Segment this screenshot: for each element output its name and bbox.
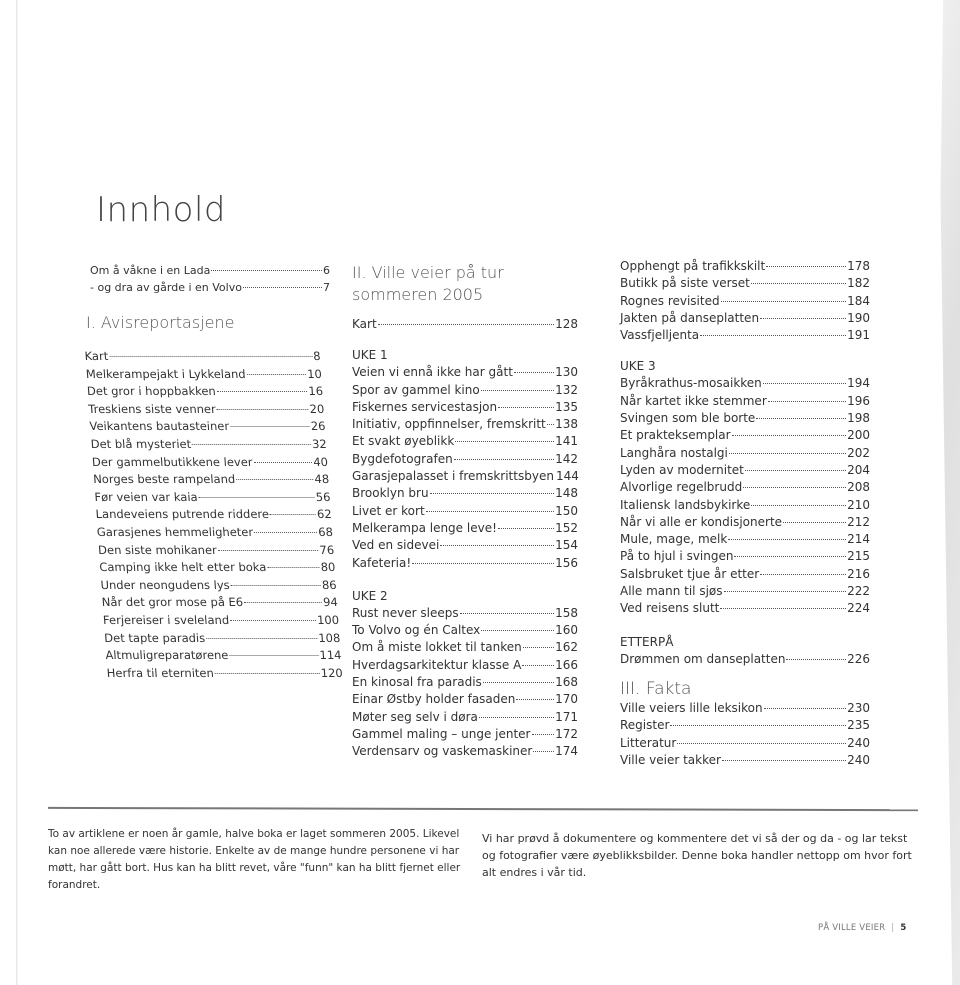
dot-leader (253, 462, 312, 463)
entry-title: Herfra til eterniten (106, 665, 215, 680)
entry-page-number: 240 (847, 735, 870, 750)
entry-page-number: 156 (555, 555, 578, 570)
entry-page-number: 114 (319, 648, 342, 663)
dot-leader (786, 659, 846, 660)
dot-leader (498, 528, 554, 529)
toc-entry[interactable] (620, 310, 870, 327)
section-heading-part-2-line-1: II. Ville veier på tur (352, 263, 504, 282)
dot-leader (514, 372, 554, 373)
entry-title: Salsbruket tjue år etter (620, 566, 760, 581)
part-3-entries (620, 700, 870, 769)
dot-leader (378, 324, 554, 325)
entry-page-number: 198 (847, 411, 870, 426)
entry-page-number: 138 (555, 417, 578, 432)
page-title: Innhold (96, 190, 227, 230)
dot-leader (230, 620, 316, 621)
entry-page-number: 80 (320, 560, 336, 575)
entry-title: Svingen som ble borte (620, 411, 756, 426)
dot-leader (670, 725, 846, 726)
dot-leader (206, 638, 317, 639)
toc-entry[interactable] (84, 348, 321, 366)
entry-title: Norges beste rampeland (92, 472, 236, 487)
entry-title: Veikantens bautasteiner (88, 419, 230, 434)
entry-title: Melkerampejakt i Lykkeland (85, 366, 247, 381)
toc-entry[interactable] (620, 497, 870, 514)
dot-leader (247, 374, 307, 375)
entry-page-number: 210 (847, 497, 870, 512)
entry-page-number: 135 (555, 399, 578, 414)
dot-leader (483, 682, 554, 683)
dot-leader (455, 441, 554, 442)
dot-leader (109, 356, 312, 357)
entry-page-number: 208 (847, 480, 870, 495)
dot-leader (783, 522, 846, 523)
entry-title: Ved en sidevei (352, 538, 440, 553)
entry-page-number: 150 (555, 503, 578, 518)
entry-title: Kart (352, 317, 377, 331)
entry-title: Når kartet ikke stemmer (620, 393, 767, 408)
entry-title: Alle mann til sjøs (620, 584, 723, 599)
toc-entry[interactable] (352, 468, 578, 485)
entry-page-number: 40 (312, 454, 329, 469)
entry-title: Lyden av modernitet (620, 462, 744, 477)
toc-entry[interactable] (102, 612, 339, 630)
dot-leader (721, 301, 847, 302)
entry-title: Et prakteksemplar (620, 428, 731, 443)
toc-entry[interactable] (352, 520, 578, 537)
dot-leader (254, 532, 317, 533)
toc-entry[interactable] (90, 279, 330, 296)
entry-page-number: 100 (316, 612, 340, 627)
dot-leader (743, 487, 846, 488)
entry-page-number: 184 (847, 293, 870, 308)
toc-entry[interactable] (352, 674, 578, 691)
entry-page-number: 76 (318, 542, 335, 557)
afterword-entries (620, 651, 870, 668)
entry-title: Alvorlige regelbrudd (620, 480, 743, 495)
toc-entry[interactable] (352, 639, 578, 656)
entry-page-number: 196 (847, 393, 870, 408)
entry-title: To Volvo og én Caltex (352, 623, 481, 638)
page-number: 5 (900, 923, 907, 933)
entry-title: Det gror i hoppbakken (86, 384, 217, 399)
toc-entry[interactable] (352, 691, 578, 708)
entry-page-number: 152 (555, 520, 578, 535)
entry-title: Initiativ, oppfinnelser, fremskritt (352, 417, 546, 432)
toc-entry[interactable] (620, 531, 870, 548)
entry-page-number: 62 (316, 507, 333, 522)
dot-leader (756, 418, 846, 419)
dot-leader (217, 391, 308, 392)
week-1-entries (352, 364, 578, 572)
intro-entries (90, 262, 330, 296)
entry-title: Hverdagsarkitektur klasse A (352, 657, 522, 672)
entry-title: Brooklyn bru (352, 486, 429, 501)
toc-entry[interactable] (620, 293, 870, 310)
footnote-left: To av artiklene er noen år gamle, halve boka er laget sommeren 2005. Likevel kan noe allerede være historie. Enkelte av de mange hundre personene vi har møtt, har gått bort. Hus kan ha blitt revet, våre "funn" kan ha blitt fjernet eller forandret. (48, 828, 461, 891)
entry-title: Et svakt øyeblikk (352, 434, 455, 449)
entry-page-number: 26 (310, 419, 326, 434)
dot-leader (460, 613, 554, 614)
toc-entry[interactable] (352, 451, 578, 468)
toc-entry[interactable] (352, 364, 578, 381)
entry-page-number: 182 (847, 276, 870, 291)
dot-leader (229, 655, 318, 656)
entry-title: Når det gror mose på E6 (101, 595, 244, 610)
entry-title: Butikk på siste verset (620, 276, 750, 291)
dot-leader (768, 401, 846, 402)
toc-entry[interactable] (101, 594, 338, 612)
dot-leader (724, 591, 847, 592)
toc-entry[interactable] (86, 383, 323, 401)
entry-page-number: 132 (555, 382, 578, 397)
toc-entry[interactable] (352, 605, 578, 622)
dot-leader (720, 608, 846, 609)
dot-leader (426, 511, 554, 512)
toc-entry[interactable] (99, 559, 336, 577)
afterword-heading: ETTERPÅ (620, 634, 674, 649)
section-heading-part-3: III. Fakta (620, 678, 692, 699)
entry-title: Melkerampa lenge leve! (352, 520, 497, 535)
entry-title: Mule, mage, melk (620, 532, 728, 547)
entry-page-number: 216 (847, 566, 870, 581)
entry-title: Ved reisens slutt (620, 601, 720, 616)
toc-entry[interactable] (352, 726, 578, 743)
toc-entry[interactable] (352, 433, 578, 450)
entry-page-number: 202 (847, 445, 870, 460)
dot-leader (533, 751, 554, 752)
toc-entry[interactable] (620, 700, 870, 717)
entry-page-number: 148 (555, 486, 578, 501)
dot-leader (217, 409, 309, 410)
entry-page-number: 154 (555, 538, 578, 553)
toc-entry-map[interactable] (352, 316, 578, 333)
entry-title: Om å våkne i en Lada (90, 264, 211, 277)
entry-title: Under neongudens lys (100, 577, 231, 592)
dot-leader (532, 734, 555, 735)
entry-page-number: 120 (320, 665, 344, 680)
toc-entry[interactable] (620, 735, 870, 752)
toc-entry[interactable] (620, 583, 870, 600)
entry-title: Langhåra nostalgi (620, 445, 728, 460)
entry-title: Einar Østby holder fasaden (352, 692, 516, 707)
toc-column-3 (620, 258, 870, 769)
dot-leader (700, 335, 846, 336)
entry-page-number: 48 (314, 472, 330, 487)
toc-entry[interactable] (352, 622, 578, 639)
entry-title: På to hjul i svingen (620, 549, 734, 564)
entry-page-number: 6 (323, 264, 330, 277)
entry-title: Før veien var kaia (93, 489, 199, 504)
entry-title: Vassfjelljenta (620, 328, 700, 343)
entry-page-number: 214 (847, 532, 870, 547)
entry-page-number: 204 (847, 462, 870, 477)
week-3-entries (620, 375, 870, 617)
entry-page-number: 141 (555, 434, 578, 449)
entry-title: Bygdefotografen (352, 451, 453, 466)
toc-entry[interactable] (620, 717, 870, 734)
entry-title: Det blå mysteriet (90, 436, 192, 451)
entry-page-number: 94 (322, 595, 339, 610)
week-1-heading: UKE 1 (352, 348, 388, 363)
entry-title: Kafeteria! (352, 555, 412, 570)
dot-leader (230, 426, 310, 427)
toc-entry[interactable] (620, 427, 870, 444)
dot-leader (734, 556, 846, 557)
dot-leader (763, 383, 846, 384)
toc-entry[interactable] (88, 401, 325, 419)
toc-entry[interactable] (85, 366, 322, 384)
entry-page-number: 178 (847, 259, 870, 273)
dot-leader (236, 479, 313, 480)
toc-entry[interactable] (95, 506, 332, 524)
toc-entry[interactable] (620, 752, 870, 769)
dot-leader (267, 567, 319, 568)
dot-leader (498, 407, 554, 408)
dot-leader (677, 743, 846, 744)
entry-title: Rust never sleeps (352, 605, 459, 620)
entry-title: Camping ikke helt etter boka (98, 560, 267, 575)
toc-entry[interactable] (89, 418, 326, 436)
entry-title: Treskiens siste venner (87, 401, 217, 416)
dot-leader (430, 493, 555, 494)
dot-leader (481, 390, 554, 391)
dot-leader (516, 699, 554, 700)
toc-entry[interactable] (352, 709, 578, 726)
toc-entry[interactable] (93, 471, 330, 489)
entry-title: Rognes revisited (620, 293, 720, 308)
toc-entry[interactable] (352, 485, 578, 502)
entry-page-number: 10 (306, 366, 323, 381)
entry-page-number: 144 (555, 469, 579, 484)
entry-title: Register (620, 718, 670, 733)
background-surface (934, 0, 960, 985)
entry-title: Drømmen om danseplatten (620, 651, 786, 666)
toc-entry[interactable] (620, 514, 870, 531)
entry-title: Altmuligreparatørene (104, 648, 229, 663)
entry-page-number: 170 (555, 692, 578, 707)
entry-page-number: 162 (555, 640, 578, 655)
dot-leader (764, 708, 846, 709)
entry-title: Litteratur (620, 735, 677, 750)
toc-entry[interactable] (620, 445, 870, 462)
dot-leader (751, 505, 846, 506)
toc-entry[interactable] (620, 275, 870, 292)
dot-leader (454, 459, 554, 460)
entry-title: Der gammelbutikkene lever (91, 454, 253, 469)
toc-entry[interactable] (104, 630, 341, 648)
toc-entry[interactable] (620, 600, 870, 617)
dot-leader (412, 563, 554, 564)
toc-entry[interactable] (620, 479, 870, 496)
toc-entry[interactable] (352, 657, 578, 674)
entry-title: Kart (84, 349, 109, 363)
dot-leader (523, 647, 554, 648)
page-gutter-edge (16, 0, 18, 985)
entry-page-number: 226 (847, 651, 870, 666)
dot-leader (728, 539, 846, 540)
toc-entry[interactable] (106, 665, 343, 683)
entry-page-number: 168 (555, 675, 578, 690)
toc-entry[interactable] (620, 410, 870, 427)
entry-page-number: 172 (555, 726, 578, 741)
footnote-divider (48, 807, 918, 811)
toc-entry[interactable] (100, 577, 337, 595)
book-title: PÅ VILLE VEIER (818, 923, 886, 933)
toc-entry[interactable] (96, 524, 333, 542)
part-1-entries (84, 348, 343, 682)
running-footer (818, 923, 906, 933)
entry-page-number: 32 (311, 436, 328, 451)
dot-leader (192, 444, 311, 445)
entry-page-number: 215 (847, 549, 870, 564)
toc-entry[interactable] (352, 537, 578, 554)
dot-leader (729, 453, 846, 454)
entry-title: Når vi alle er kondisjonerte (620, 514, 783, 529)
entry-title: - og dra av gårde i en Volvo (90, 281, 242, 294)
entry-page-number: 191 (847, 328, 870, 343)
dot-leader (522, 665, 554, 666)
entry-page-number: 240 (847, 752, 870, 767)
week-2-entries (352, 605, 578, 761)
toc-column-1 (84, 262, 344, 680)
toc-entry[interactable] (90, 436, 327, 454)
entry-title: Byråkrathus-mosaikken (620, 376, 762, 391)
dot-leader (732, 435, 847, 436)
entry-title: Italiensk landsbykirke (620, 497, 751, 512)
entry-title: Opphengt på trafikkskilt (620, 259, 766, 273)
entry-page-number: 108 (317, 630, 341, 645)
dot-leader (760, 574, 846, 575)
entry-title: Gammel maling – unge jenter (352, 726, 531, 741)
entry-page-number: 8 (312, 349, 322, 363)
entry-title: Det tapte paradis (103, 630, 206, 645)
entry-title: En kinosal fra paradis (352, 675, 482, 690)
entry-title: Livet er kort (352, 503, 425, 518)
toc-entry[interactable] (352, 416, 578, 433)
toc-entry[interactable] (352, 555, 578, 572)
week-3-heading: UKE 3 (620, 359, 656, 374)
entry-page-number: 194 (847, 376, 870, 391)
dot-leader (481, 630, 554, 631)
entry-page-number: 222 (847, 584, 870, 599)
entry-page-number: 7 (323, 281, 330, 294)
entry-page-number: 171 (555, 709, 578, 724)
section-heading-part-2-line-2: sommeren 2005 (352, 285, 484, 304)
footer-separator: | (891, 923, 895, 933)
entry-page-number: 56 (315, 489, 331, 504)
entry-page-number: 160 (555, 623, 578, 638)
entry-page-number: 212 (847, 514, 870, 529)
toc-entry[interactable] (352, 399, 578, 416)
dot-leader (218, 550, 319, 551)
toc-entry[interactable] (620, 393, 870, 410)
entry-page-number: 86 (321, 577, 338, 592)
entry-page-number: 230 (847, 700, 870, 715)
entry-page-number: 166 (555, 657, 578, 672)
entry-title: Verdensarv og vaskemaskiner (352, 744, 533, 759)
week-2-continued-entries (620, 258, 870, 344)
toc-entry[interactable] (620, 651, 870, 668)
entry-page-number: 16 (307, 384, 324, 399)
entry-page-number: 158 (555, 605, 578, 620)
dot-leader (211, 270, 322, 271)
dot-leader (199, 497, 315, 498)
toc-entry[interactable] (352, 743, 578, 760)
dot-leader (745, 470, 846, 471)
toc-entry[interactable] (620, 375, 870, 392)
toc-entry[interactable] (620, 566, 870, 583)
entry-title: Den siste mohikaner (97, 542, 218, 557)
entry-title: Om å miste lokket til tanken (352, 640, 522, 655)
entry-title: Møter seg selv i døra (352, 709, 478, 724)
entry-title: Ville veiers lille leksikon (620, 700, 763, 715)
footnote-right: Vi har prøvd å dokumentere og kommentere det vi så der og da - og lar tekst og fotografier være øyeblikksbilder. Denne boka handler nettopp om hvor fort alt endres i vår tid. (482, 832, 912, 879)
toc-entry[interactable] (620, 258, 870, 275)
dot-leader (215, 673, 320, 674)
toc-entry[interactable] (352, 382, 578, 399)
dot-leader (231, 585, 321, 586)
entry-page-number: 142 (555, 451, 578, 466)
dot-leader (760, 318, 846, 319)
dot-leader (751, 283, 846, 284)
dot-leader (270, 514, 316, 515)
section-heading-part-1: I. Avisreportasjene (86, 313, 235, 332)
entry-title: Garasjenes hemmeligheter (96, 524, 254, 539)
dot-leader (547, 424, 554, 425)
entry-page-number: 224 (847, 601, 870, 616)
week-2-heading: UKE 2 (352, 588, 388, 603)
dot-leader (243, 287, 322, 288)
toc-entry[interactable] (105, 647, 342, 665)
entry-title: Ville veier takker (620, 752, 721, 767)
entry-title: Ferjereiser i sveleland (102, 612, 230, 627)
dot-leader (244, 602, 322, 603)
toc-entry[interactable] (91, 454, 328, 472)
entry-page-number: 200 (847, 428, 870, 443)
entry-title: Fiskernes servicestasjon (352, 399, 498, 414)
dot-leader (479, 717, 554, 718)
toc-entry[interactable] (352, 503, 578, 520)
toc-entry[interactable] (94, 489, 331, 507)
entry-page-number: 235 (847, 718, 870, 733)
entry-page-number: 130 (555, 365, 578, 380)
entry-page-number: 190 (847, 310, 870, 325)
entry-page-number: 128 (555, 317, 578, 331)
entry-title: Garasjepalasset i fremskrittsbyen (352, 469, 554, 484)
dot-leader (440, 545, 554, 546)
dot-leader (722, 760, 846, 761)
toc-column-2 (352, 262, 578, 761)
entry-page-number: 68 (317, 524, 334, 539)
entry-page-number: 20 (309, 401, 325, 416)
toc-entry[interactable] (620, 327, 870, 344)
dot-leader (766, 266, 846, 267)
toc-entry[interactable] (620, 548, 870, 565)
entry-page-number: 174 (555, 744, 578, 759)
entry-title: Spor av gammel kino (352, 382, 480, 397)
entry-title: Jakten på danseplatten (620, 310, 760, 325)
entry-title: Veien vi ennå ikke har gått (352, 365, 513, 380)
entry-title: Landeveiens putrende riddere (95, 507, 270, 522)
toc-entry[interactable] (620, 462, 870, 479)
toc-entry[interactable] (98, 542, 335, 560)
toc-entry[interactable] (90, 262, 330, 279)
